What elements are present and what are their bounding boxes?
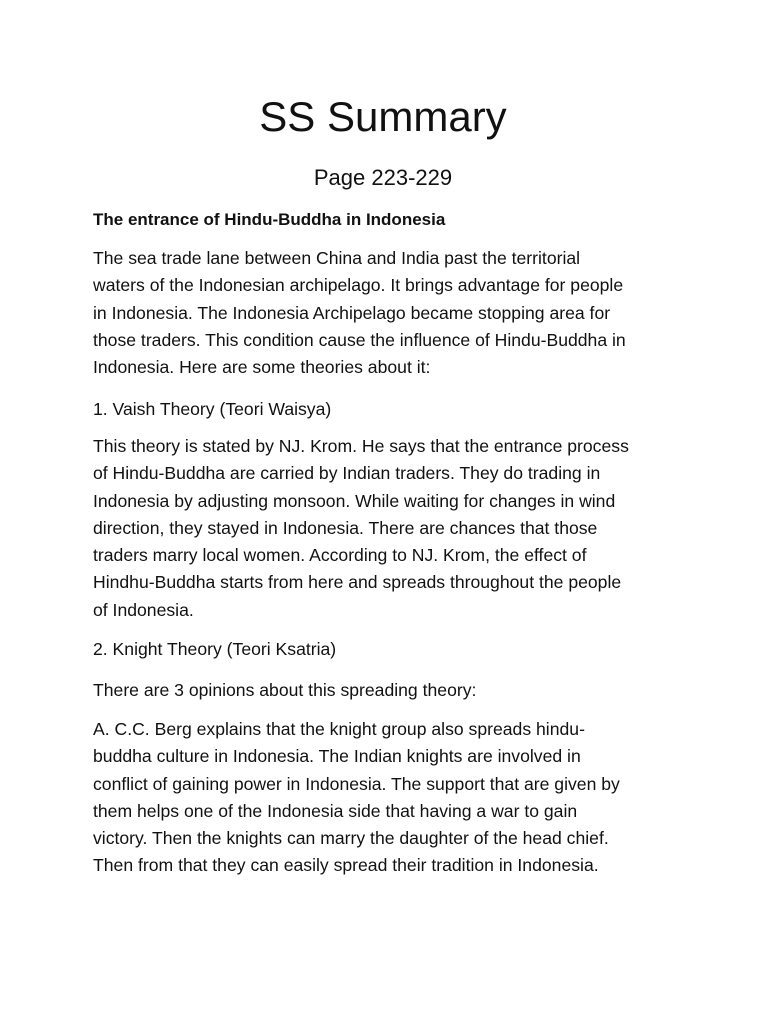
opinions-intro-paragraph: There are 3 opinions about this spreading theory: — [93, 680, 477, 700]
berg-opinion-paragraph: A. C.C. Berg explains that the knight group also spreads hindu- buddha culture in Indonesia. The Indian knights are involved in conflict of gaining power in Indonesia. The support that are given by them helps one of the Indonesia side that having a war to gain victory. Then the knights can marry the daughter of the head chief. Then from that they can easily spread their tradition in Indonesia. — [93, 719, 620, 876]
page-title: SS Summary — [259, 93, 507, 140]
intro-paragraph: The sea trade lane between China and India past the territorial waters of the Indonesian archipelago. It brings advantage for people in Indonesia. The Indonesia Archipelago became stopping area for those traders. This condition cause the influence of Hindu-Buddha in Indonesia. Here are some theories about it: — [93, 248, 626, 378]
vaish-theory-heading: 1. Vaish Theory (Teori Waisya) — [93, 399, 332, 419]
section-heading: The entrance of Hindu-Buddha in Indonesia — [93, 210, 446, 229]
page-range-subtitle: Page 223-229 — [313, 165, 453, 190]
knight-theory-heading: 2. Knight Theory (Teori Ksatria) — [93, 639, 337, 659]
vaish-theory-paragraph: This theory is stated by NJ. Krom. He says that the entrance process of Hindu-Buddha are carried by Indian traders. They do trading in Indonesia by adjusting monsoon. While waiting for changes in wind direction, they stayed in Indonesia. There are chances that those traders marry local women. According to NJ. Krom, the effect of Hindhu-Buddha starts from here and spreads throughout the people of Indonesia. — [93, 436, 629, 620]
